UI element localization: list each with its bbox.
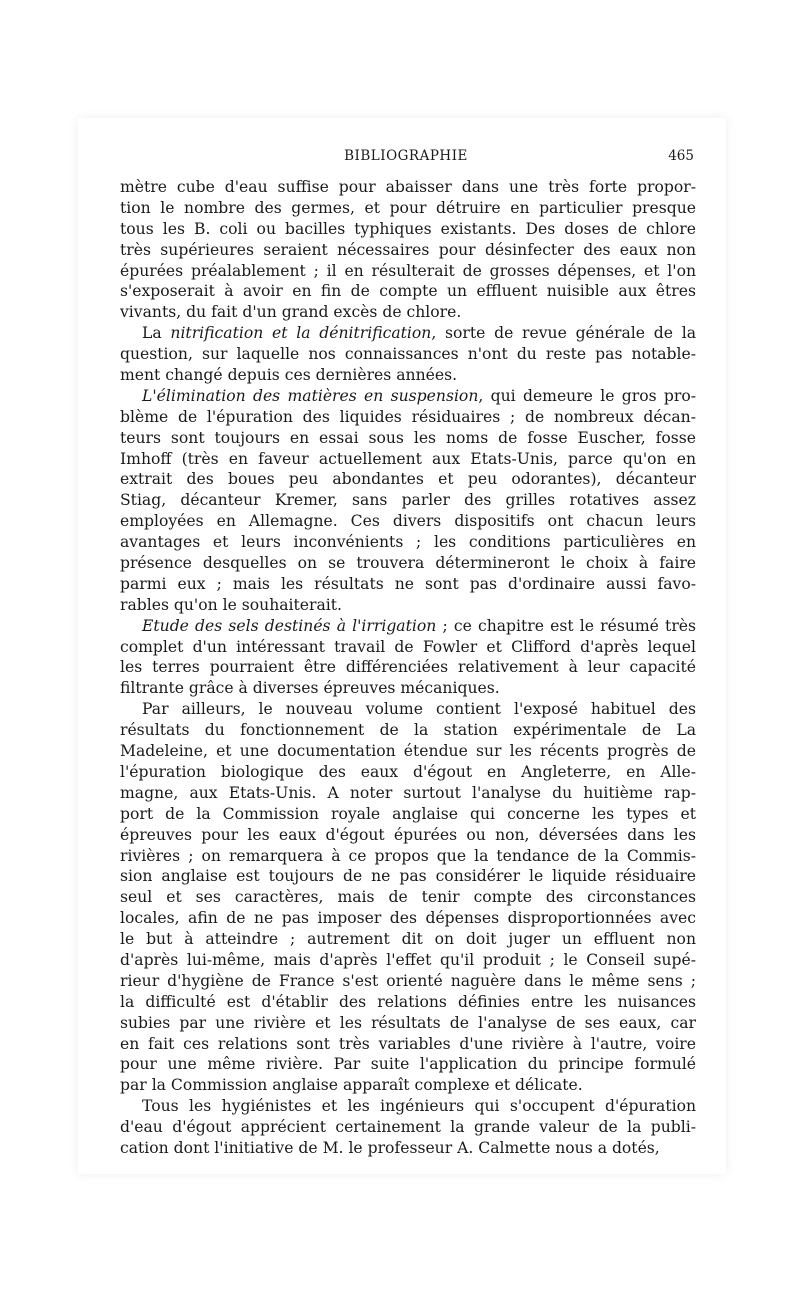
paragraph bbox=[120, 386, 696, 616]
text-segment: très supérieures seraient nécessaires pour désinfecter des eaux non bbox=[120, 240, 696, 259]
text-line bbox=[120, 386, 696, 407]
text-line bbox=[120, 1054, 696, 1075]
text-line bbox=[120, 532, 696, 553]
text-line bbox=[120, 198, 696, 219]
text-segment: Tous les hygiénistes et les ingénieurs qui s'occupent d'épuration bbox=[142, 1097, 696, 1116]
italic-title: Etude des sels destinés à l'irrigation bbox=[142, 616, 437, 635]
text-segment: filtrante grâce à diverses épreuves mécaniques. bbox=[120, 679, 500, 698]
text-segment: le but à atteindre ; autrement dit on doit juger un effluent non bbox=[120, 930, 696, 949]
text-line bbox=[120, 971, 696, 992]
text-segment: complet d'un intéressant travail de Fowler et Clifford d'après lequel bbox=[120, 637, 696, 656]
text-segment: Par ailleurs, le nouveau volume contient l'exposé habituel des bbox=[142, 700, 696, 719]
text-segment: parmi eux ; mais les résultats ne sont pas d'ordinaire aussi favo- bbox=[120, 574, 696, 593]
italic-title: nitrification et la dénitrification bbox=[170, 324, 432, 343]
text-segment: d'eau d'égout apprécient certainement la grande valeur de la publi- bbox=[120, 1118, 696, 1137]
text-line bbox=[120, 908, 696, 929]
text-line bbox=[120, 553, 696, 574]
text-line bbox=[120, 1034, 696, 1055]
text-line bbox=[120, 574, 696, 595]
text-segment: rivières ; on remarquera à ce propos que la tendance de la Commis- bbox=[120, 846, 696, 865]
paragraph bbox=[120, 616, 696, 700]
text-segment: question, sur laquelle nos connaissances n'ont du reste pas notable- bbox=[120, 345, 696, 364]
text-line bbox=[120, 428, 696, 449]
text-line bbox=[120, 407, 696, 428]
paragraph bbox=[120, 177, 696, 323]
text-segment: présence desquelles on se trouvera détermineront le choix à faire bbox=[120, 554, 696, 573]
text-line bbox=[120, 261, 696, 282]
text-segment: rables qu'on le souhaiterait. bbox=[120, 595, 342, 614]
text-line bbox=[120, 365, 696, 386]
text-line bbox=[120, 720, 696, 741]
book-page bbox=[78, 118, 726, 1174]
text-segment: vivants, du fait d'un grand excès de chlore. bbox=[120, 303, 462, 322]
running-head bbox=[118, 148, 694, 168]
text-segment: pour une même rivière. Par suite l'application du principe formulé bbox=[120, 1055, 696, 1074]
text-segment: magne, aux Etats-Unis. A noter surtout l'analyse du huitième rap- bbox=[120, 783, 696, 802]
text-segment: la difficulté est d'établir des relations définies entre les nuisances bbox=[120, 992, 696, 1011]
text-line bbox=[120, 469, 696, 490]
text-line bbox=[120, 637, 696, 658]
text-line bbox=[120, 846, 696, 867]
text-line bbox=[120, 511, 696, 532]
text-line bbox=[120, 992, 696, 1013]
text-segment: La bbox=[142, 324, 171, 343]
text-segment: en fait ces relations sont très variables d'une rivière à l'autre, voire bbox=[120, 1034, 696, 1053]
text-line bbox=[120, 1075, 696, 1096]
text-segment: épreuves pour les eaux d'égout épurées ou non, déversées dans les bbox=[120, 825, 696, 844]
text-segment: Stiag, décanteur Kremer, sans parler des grilles rotatives assez bbox=[120, 491, 696, 510]
text-segment: résultats du fonctionnement de la station expérimentale de La bbox=[120, 721, 696, 740]
text-segment: l'épuration biologique des eaux d'égout en Angleterre, en Alle- bbox=[120, 762, 696, 781]
text-segment: subies par une rivière et les résultats de l'analyse de ses eaux, car bbox=[120, 1013, 696, 1032]
text-line bbox=[120, 1117, 696, 1138]
text-line bbox=[120, 281, 696, 302]
text-segment: avantages et leurs inconvénients ; les conditions particulières en bbox=[120, 533, 696, 552]
text-segment: teurs sont toujours en essai sous les noms de fosse Euscher, fosse bbox=[120, 428, 696, 447]
text-segment: mètre cube d'eau suffise pour abaisser dans une très forte propor- bbox=[120, 178, 696, 196]
italic-title: L'élimination des matières en suspension bbox=[142, 386, 479, 405]
text-segment: épurées préalablement ; il en résulterait de grosses dépenses, et l'on bbox=[120, 261, 696, 280]
text-line bbox=[120, 302, 696, 323]
text-segment: s'exposerait à avoir en fin de compte un effluent nuisible aux êtres bbox=[120, 282, 696, 301]
text-line bbox=[120, 323, 696, 344]
text-segment: sion anglaise est toujours de ne pas considérer le liquide résiduaire bbox=[120, 867, 696, 886]
text-segment: tous les B. coli ou bacilles typhiques existants. Des doses de chlore bbox=[120, 219, 696, 238]
text-segment: par la Commission anglaise apparaît complexe et délicate. bbox=[120, 1076, 583, 1095]
text-segment: employées en Allemagne. Ces divers dispositifs ont chacun leurs bbox=[120, 512, 696, 531]
text-line bbox=[120, 699, 696, 720]
text-line bbox=[120, 950, 696, 971]
text-line bbox=[120, 344, 696, 365]
text-segment: , sorte de revue générale de la bbox=[431, 324, 696, 343]
text-segment: les terres pourraient être différenciées relativement à leur capacité bbox=[120, 658, 696, 677]
text-segment: d'après lui-même, mais d'après l'effet qu'il produit ; le Conseil supé- bbox=[120, 950, 696, 969]
text-segment: rieur d'hygiène de France s'est orienté naguère dans le même sens ; bbox=[120, 971, 696, 990]
text-line bbox=[120, 887, 696, 908]
text-line bbox=[120, 177, 696, 198]
text-segment: , qui demeure le gros pro- bbox=[478, 386, 696, 405]
text-line bbox=[120, 783, 696, 804]
text-line bbox=[120, 825, 696, 846]
text-segment: port de la Commission royale anglaise qui concerne les types et bbox=[120, 804, 696, 823]
text-segment: ment changé depuis ces dernières années. bbox=[120, 366, 458, 385]
paragraph bbox=[120, 699, 696, 1096]
text-line bbox=[120, 804, 696, 825]
page-number: 465 bbox=[668, 148, 694, 164]
text-line bbox=[120, 240, 696, 261]
text-segment: cation dont l'initiative de M. le professeur A. Calmette nous a dotés, bbox=[120, 1138, 660, 1157]
paragraph bbox=[120, 323, 696, 386]
text-segment: ; ce chapitre est le résumé très bbox=[436, 616, 697, 635]
text-line bbox=[120, 1013, 696, 1034]
text-line bbox=[120, 449, 696, 470]
text-line bbox=[120, 616, 696, 637]
text-line bbox=[120, 657, 696, 678]
text-line bbox=[120, 929, 696, 950]
text-line bbox=[120, 1138, 696, 1159]
text-segment: seul et ses caractères, mais de tenir compte des circonstances bbox=[120, 888, 696, 907]
text-line bbox=[120, 219, 696, 240]
text-segment: blème de l'épuration des liquides résiduaires ; de nombreux décan- bbox=[120, 407, 696, 426]
text-line bbox=[120, 595, 696, 616]
text-line bbox=[120, 678, 696, 699]
text-line bbox=[120, 866, 696, 887]
paragraph bbox=[120, 1096, 696, 1159]
running-title: BIBLIOGRAPHIE bbox=[344, 148, 468, 164]
text-line bbox=[120, 490, 696, 511]
text-line bbox=[120, 1096, 696, 1117]
text-segment: locales, afin de ne pas imposer des dépenses disproportionnées avec bbox=[120, 909, 696, 928]
text-line bbox=[120, 741, 696, 762]
body-text bbox=[120, 177, 696, 1159]
text-line bbox=[120, 762, 696, 783]
text-segment: tion le nombre des germes, et pour détruire en particulier presque bbox=[120, 198, 696, 217]
text-segment: extrait des boues peu abondantes et peu odorantes), décanteur bbox=[120, 470, 696, 489]
text-segment: Imhoff (très en faveur actuellement aux Etats-Unis, parce qu'on en bbox=[120, 449, 696, 468]
text-segment: Madeleine, et une documentation étendue sur les récents progrès de bbox=[120, 742, 696, 761]
